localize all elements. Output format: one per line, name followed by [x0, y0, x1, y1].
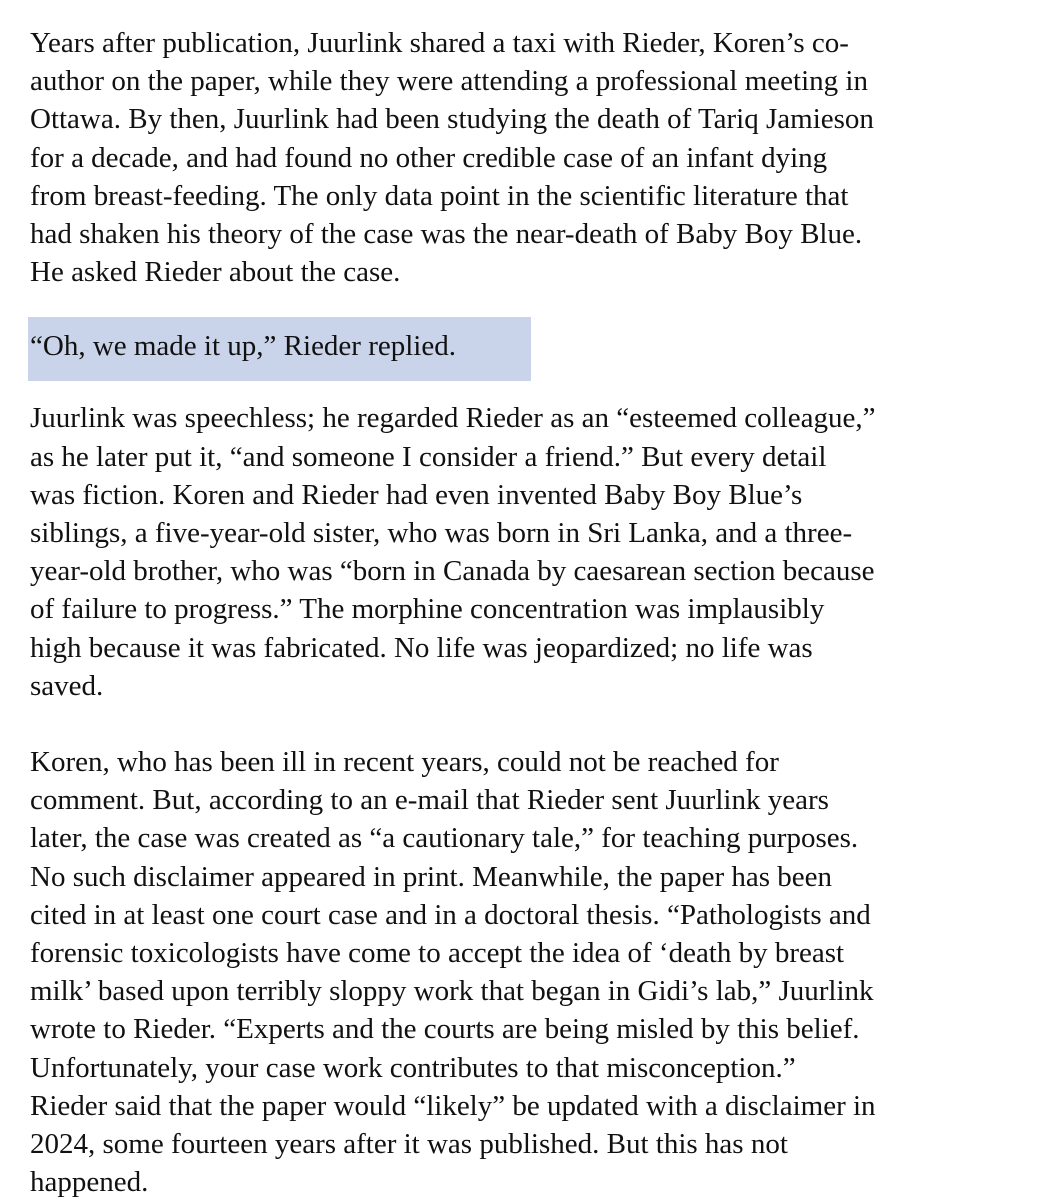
article-body: [30, 24, 1020, 1201]
text-line: had shaken his theory of the case was the near-death of Baby Boy Blue.: [30, 218, 863, 251]
text-line: Rieder said that the paper would “likely” be updated with a disclaimer in: [30, 1089, 876, 1122]
text-line: milk’ based upon terribly sloppy work that began in Gidi’s lab,” Juurlink: [30, 975, 874, 1008]
text-line: Ottawa. By then, Juurlink had been studying the death of Tariq Jamieson: [30, 103, 874, 136]
text-line: author on the paper, while they were attending a professional meeting in: [30, 65, 868, 98]
text-line: No such disclaimer appeared in print. Meanwhile, the paper has been: [30, 860, 833, 893]
text-line: Koren, who has been ill in recent years, could not be reached for: [30, 746, 779, 779]
text-line: saved.: [30, 669, 104, 702]
text-line: wrote to Rieder. “Experts and the courts are being misled by this belief.: [30, 1013, 860, 1046]
paragraph-taxi-ride: [30, 24, 1020, 291]
text-line: for a decade, and had found no other credible case of an infant dying: [30, 141, 828, 174]
text-line: as he later put it, “and someone I consider a friend.” But every detail: [30, 440, 827, 473]
text-line: siblings, a five-year-old sister, who was born in Sri Lanka, and a three-: [30, 517, 853, 550]
quote-text[interactable]: “Oh, we made it up,” Rieder replied.: [30, 330, 456, 363]
paragraph-spacer: [30, 705, 1020, 743]
highlighted-quote[interactable]: [30, 327, 1020, 391]
text-line: He asked Rieder about the case.: [30, 256, 401, 289]
text-line: high because it was fabricated. No life was jeopardized; no life was: [30, 631, 813, 664]
text-line: Juurlink was speechless; he regarded Rieder as an “esteemed colleague,”: [30, 402, 876, 435]
text-line: of failure to progress.” The morphine concentration was implausibly: [30, 593, 825, 626]
text-line: was fiction. Koren and Rieder had even invented Baby Boy Blue’s: [30, 478, 803, 511]
text-line: forensic toxicologists have come to accept the idea of ‘death by breast: [30, 937, 845, 970]
text-line: happened.: [30, 1166, 149, 1199]
text-line: later, the case was created as “a cautionary tale,” for teaching purposes.: [30, 822, 859, 855]
text-line: comment. But, according to an e-mail that Rieder sent Juurlink years: [30, 784, 829, 817]
text-line: Unfortunately, your case work contributes to that misconception.”: [30, 1051, 796, 1084]
text-line: year-old brother, who was “born in Canada by caesarean section because: [30, 555, 875, 588]
paragraph-fiction: [30, 399, 1020, 705]
text-line: from breast-feeding. The only data point in the scientific literature that: [30, 179, 849, 212]
text-line: 2024, some fourteen years after it was published. But this has not: [30, 1128, 788, 1161]
text-line: Years after publication, Juurlink shared a taxi with Rieder, Koren’s co-: [30, 27, 849, 59]
paragraph-disclaimer: [30, 743, 1020, 1201]
text-line: cited in at least one court case and in a doctoral thesis. “Pathologists and: [30, 898, 871, 931]
